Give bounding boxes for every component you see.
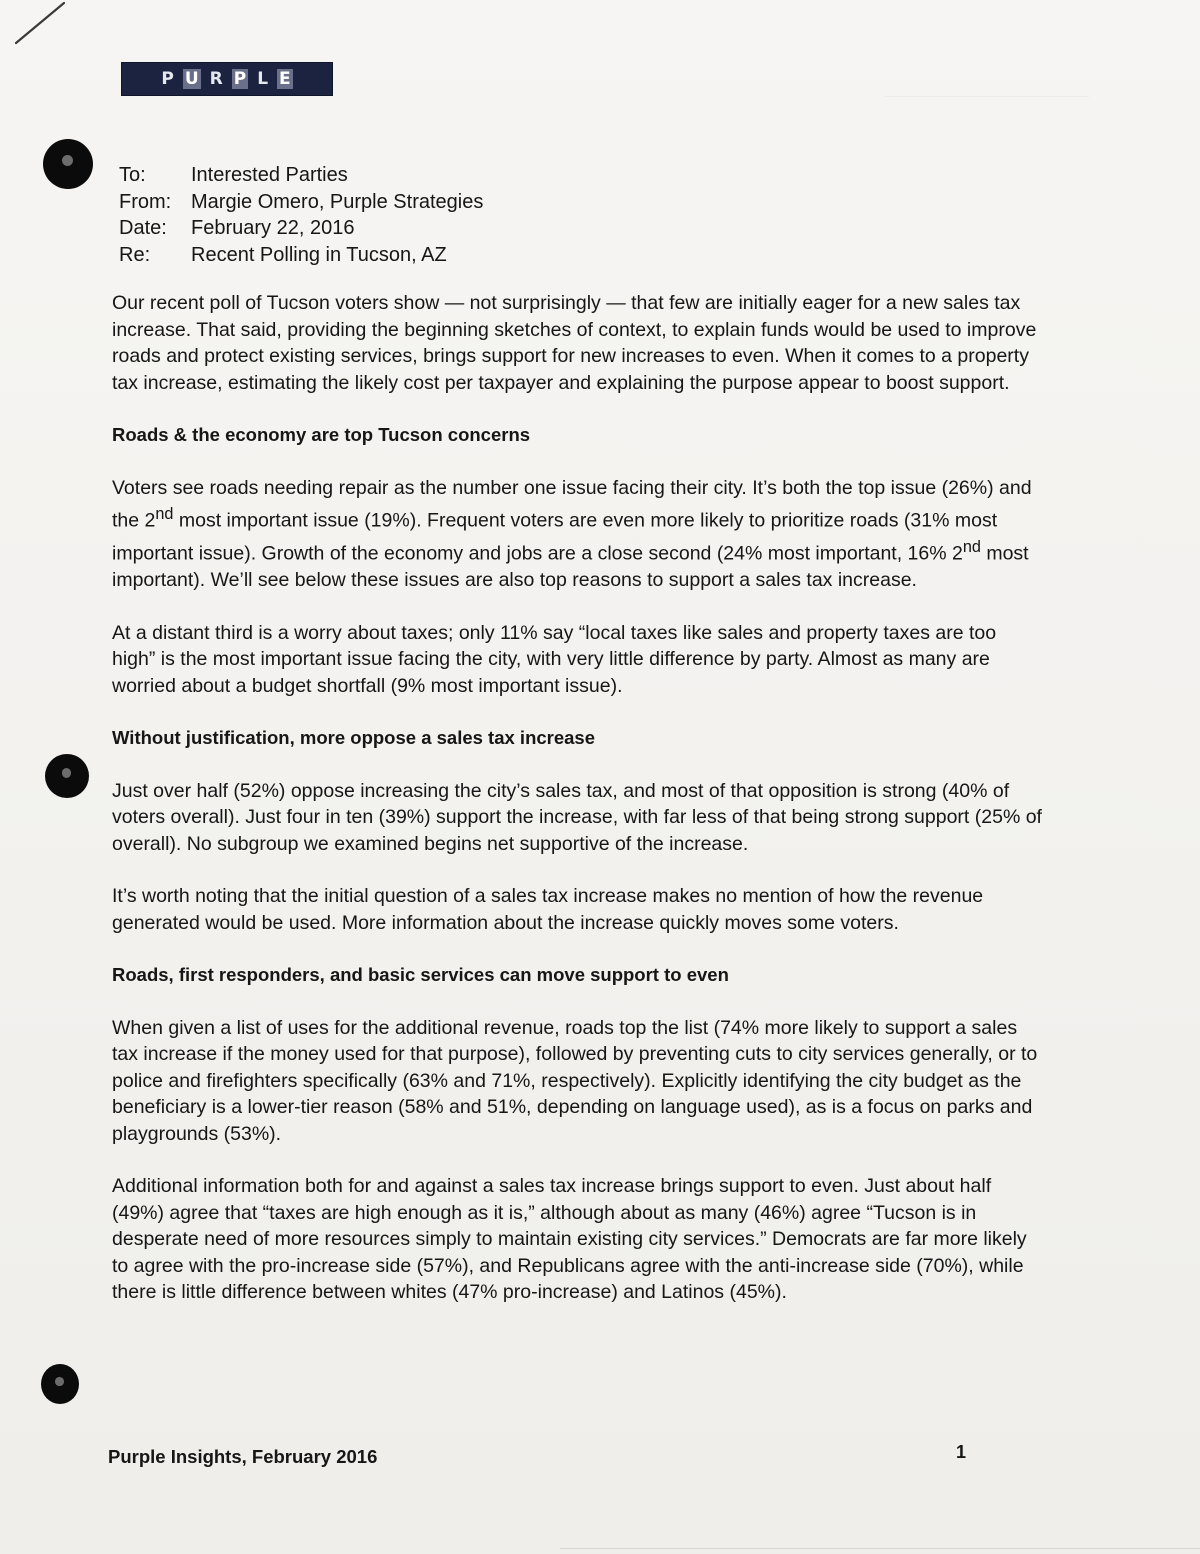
memo-from-value: Margie Omero, Purple Strategies: [191, 190, 484, 213]
memo-re-label: Re:: [119, 243, 151, 266]
punch-hole: [43, 139, 93, 189]
roads-text-2: most important issue (19%). Frequent voters are even more likely to prioritize roads (31% most important issue). Growth of the economy and jobs are a close second (24% most important, 16% 2: [112, 509, 998, 565]
memo-from-label: From:: [119, 190, 172, 213]
taxes-paragraph: At a distant third is a worry about taxes; only 11% say “local taxes like sales and property taxes are too high” is the most important issue facing the city, with very little difference by party. Almost as many are worried about a budget shortfall (9% most important issue).: [112, 621, 997, 697]
punch-hole: [41, 1364, 79, 1404]
logo-letter: R: [209, 69, 223, 89]
memo-date-row: [119, 215, 483, 242]
logo-letter: P: [233, 69, 247, 89]
memo-date-value: February 22, 2016: [191, 217, 355, 239]
section-heading-roads-economy: Roads & the economy are top Tucson concerns: [112, 424, 531, 445]
footer-publication: Purple Insights, February 2016: [108, 1446, 378, 1467]
oppose-paragraph: Just over half (52%) oppose increasing the city’s sales tax, and most of that opposition is strong (40% of voters overall). Just four in ten (39%) support the increase, with far less of that being strong support (25% of overall). No subgroup we examined begins net supportive of the increase.: [112, 779, 1042, 855]
memo-header: [119, 162, 483, 268]
memo-re-value: Recent Polling in Tucson, AZ: [191, 243, 447, 266]
memo-body: [112, 290, 1042, 1332]
bleed-through-area: [884, 70, 1089, 97]
memo-to-value: Interested Parties: [191, 164, 348, 186]
page-number: 1: [956, 1442, 967, 1462]
additional-info-paragraph: Additional information both for and against a sales tax increase brings support to even. Just about half (49%) agree that “taxes are high enough as it is,” although about as many (46%) agree “Tucson is in desperate need of more resources simply to maintain existing city services.” Democrats are far more likely to agree with the pro-increase side (57%), and Republicans agree with the anti-increase side (70%), while there is little difference between whites (47% pro-increase) and Latinos (45%).: [112, 1175, 1027, 1303]
logo-letter: U: [184, 69, 199, 89]
memo-date-label: Date:: [119, 217, 167, 239]
ordinal-suffix: nd: [962, 538, 981, 556]
memo-to-row: [119, 162, 483, 189]
section-heading-services: Roads, first responders, and basic services can move support to even: [112, 964, 729, 985]
memo-re-row: [119, 242, 483, 269]
revenue-note-paragraph: It’s worth noting that the initial question of a sales tax increase makes no mention of how the revenue generated would be used. More information about the increase quickly moves some voters.: [112, 885, 984, 934]
uses-paragraph: When given a list of uses for the additional revenue, roads top the list (74% more likely to support a sales tax increase if the money used for that purpose), followed by preventing cuts to city services generally, or to police and firefighters specifically (63% and 71%, respectively). Explicitly identifying the city budget as the beneficiary is a lower-tier reason (58% and 51%, depending on language used), as is a focus on parks and playgrounds (53%).: [112, 1016, 1038, 1145]
punch-hole: [45, 754, 89, 798]
roads-text-3: most important). We’ll see below these issues are also top reasons to support a sales tax increase.: [112, 542, 1029, 591]
scan-edge-line: [560, 1548, 1200, 1549]
memo-from-row: [119, 189, 483, 216]
logo-letter: P: [161, 69, 174, 89]
ordinal-suffix: nd: [155, 505, 174, 523]
roads-paragraph: [112, 475, 1042, 594]
memo-to-label: To:: [119, 164, 146, 186]
section-heading-oppose: Without justification, more oppose a sales tax increase: [112, 727, 596, 748]
logo-letter: L: [257, 69, 269, 89]
pen-stroke-mark: [12, 0, 72, 50]
logo-letter: E: [279, 69, 291, 89]
purple-logo: [122, 63, 332, 95]
roads-text-1: Voters see roads needing repair as the number one issue facing their city. It’s both the top issue (26%) and the 2: [112, 476, 1032, 532]
intro-paragraph: Our recent poll of Tucson voters show — not surprisingly — that few are initially eager for a new sales tax increase. That said, providing the beginning sketches of context, to explain funds would be used to improve roads and protect existing services, brings support for new increases to even. When it comes to a property tax increase, estimating the likely cost per taxpayer and explaining the purpose appear to boost support.: [112, 292, 1037, 394]
